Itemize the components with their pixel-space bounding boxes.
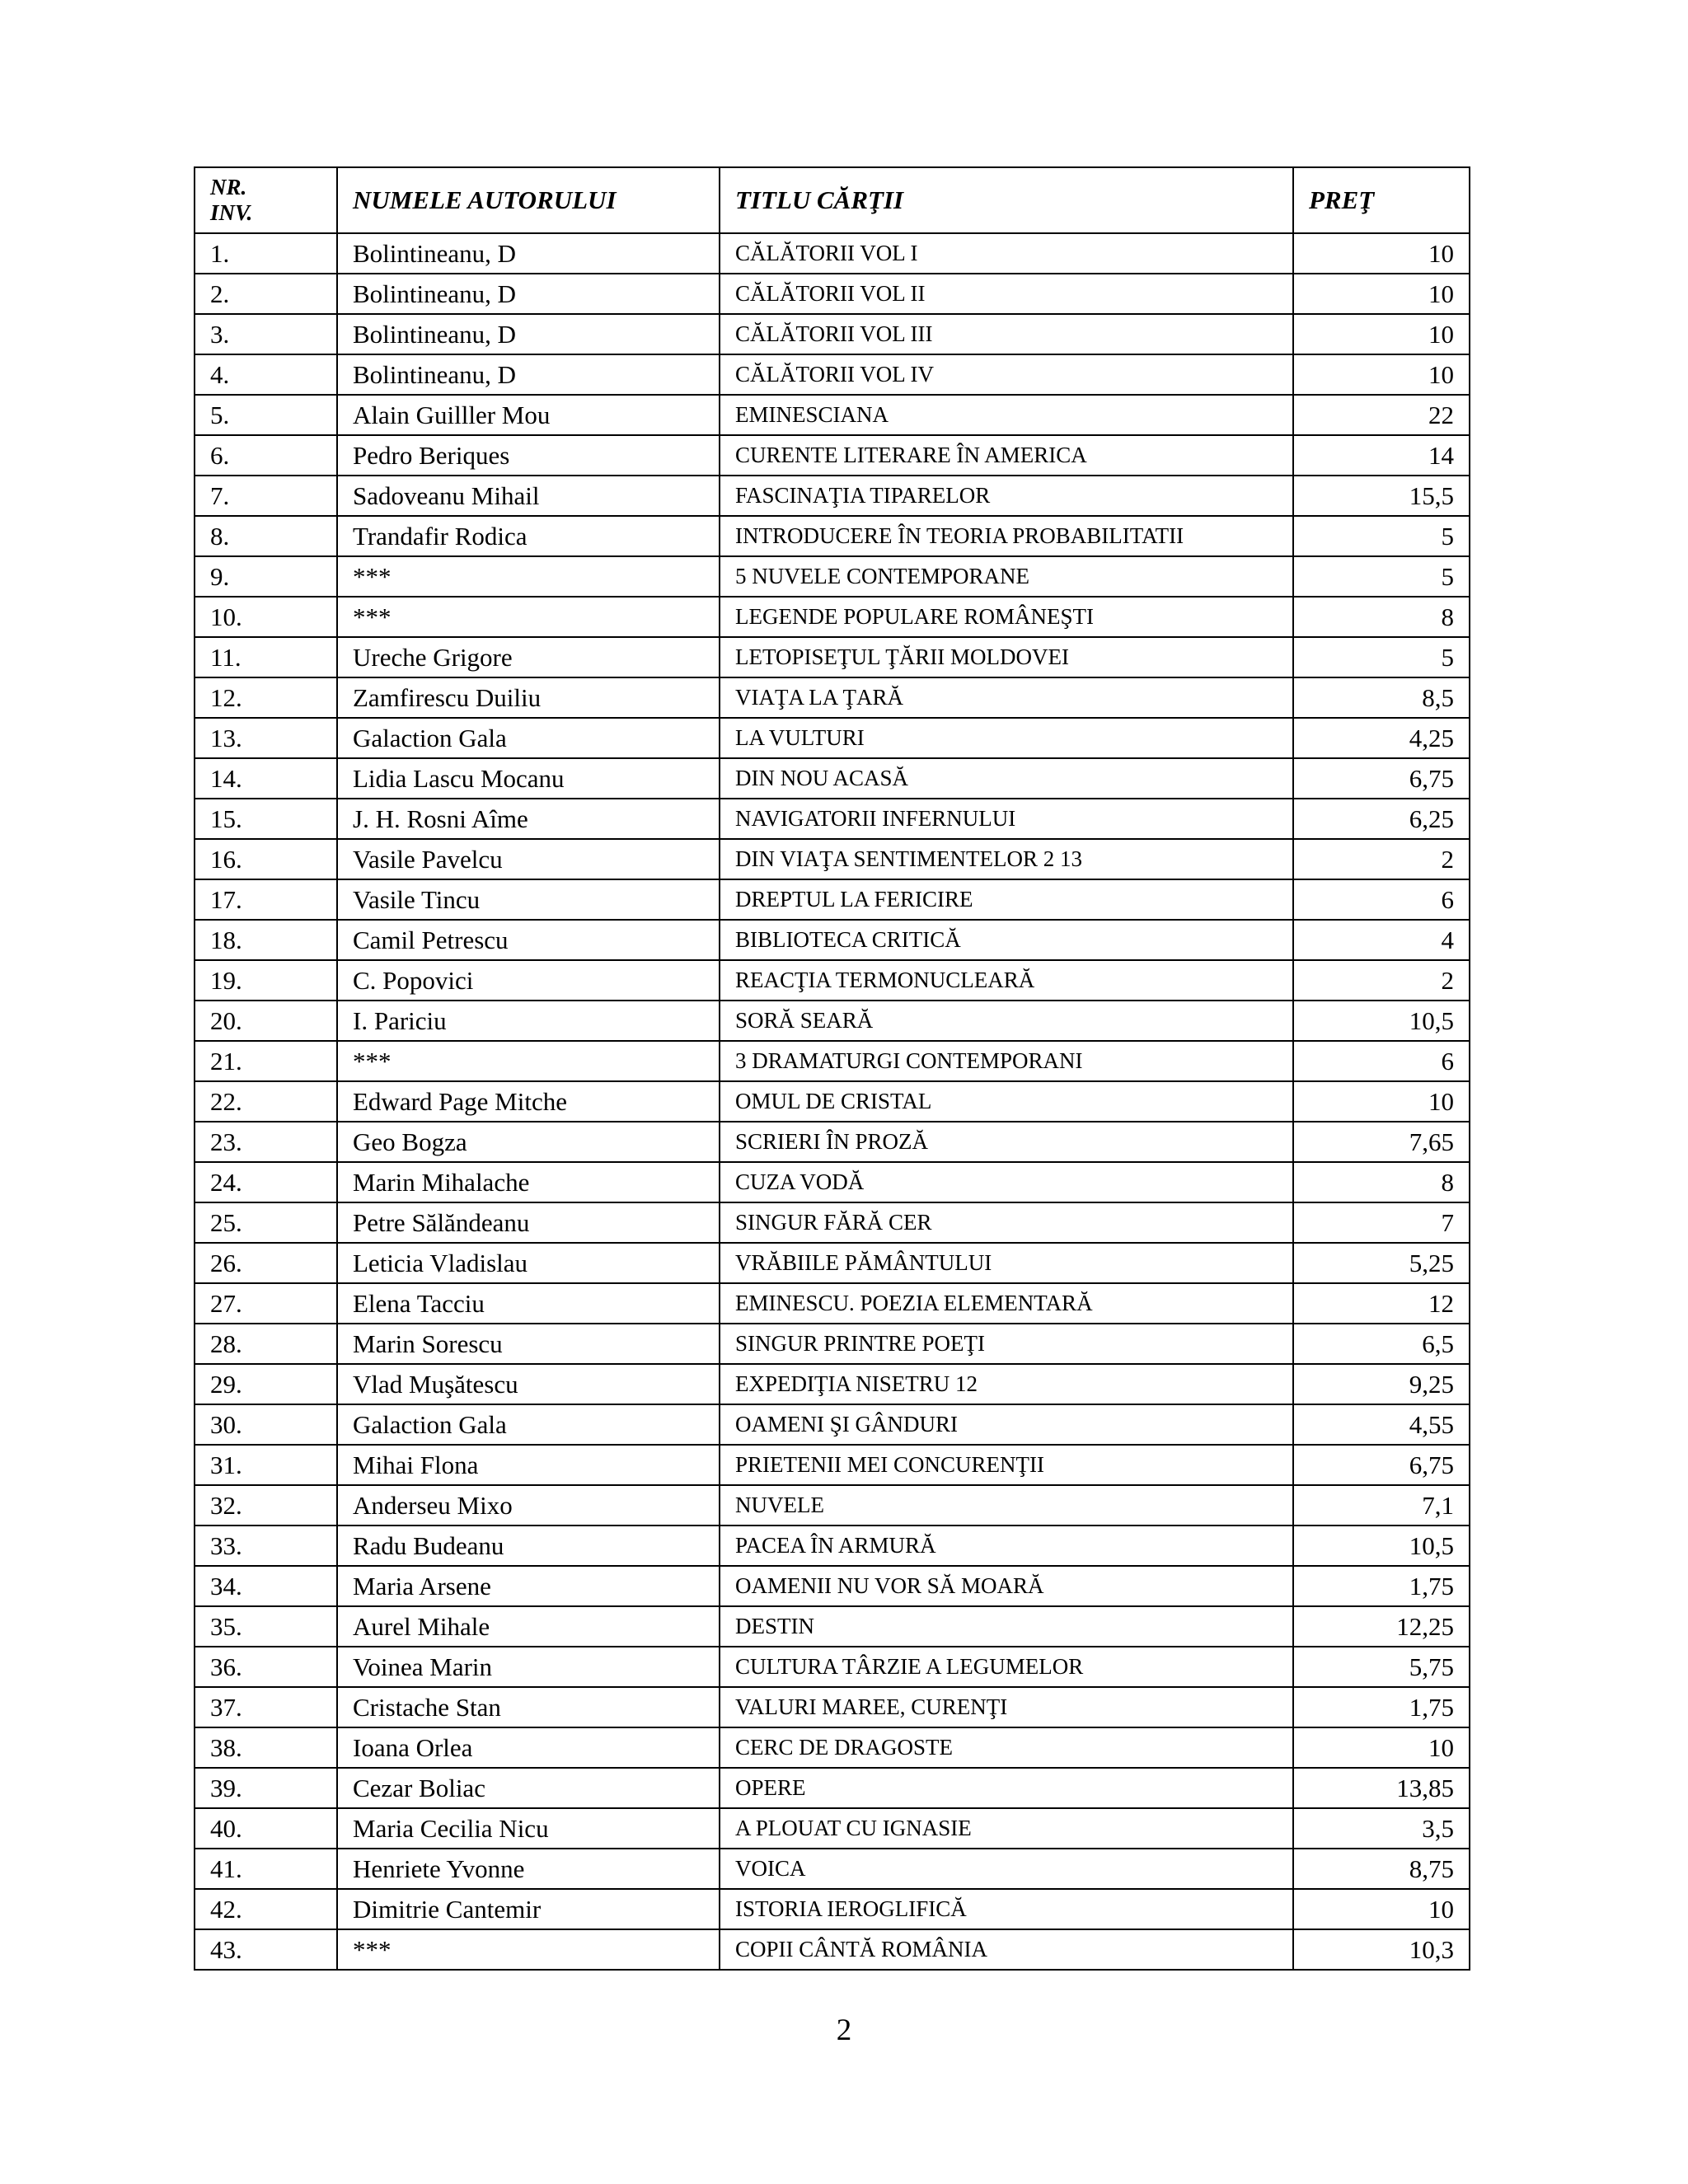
cell-author-name: Marin Sorescu [337, 1324, 720, 1364]
cell-author-name: C. Popovici [337, 960, 720, 1001]
table-row [195, 1929, 1470, 1970]
cell-inventory-number: 23. [195, 1122, 337, 1162]
cell-inventory-number: 5. [195, 395, 337, 435]
table-row [195, 1122, 1470, 1162]
cell-book-title: LETOPISEŢUL ŢĂRII MOLDOVEI [720, 637, 1293, 677]
cell-book-title: VOICA [720, 1849, 1293, 1889]
table-row [195, 1849, 1470, 1889]
cell-inventory-number: 16. [195, 839, 337, 879]
table-header-row [195, 167, 1470, 233]
cell-book-title: CURENTE LITERARE ÎN AMERICA [720, 435, 1293, 476]
cell-inventory-number: 35. [195, 1606, 337, 1647]
cell-inventory-number: 19. [195, 960, 337, 1001]
cell-book-title: SORĂ SEARĂ [720, 1001, 1293, 1041]
cell-author-name: Galaction Gala [337, 1404, 720, 1445]
table-row [195, 879, 1470, 920]
header-book-title: TITLU CĂRŢII [720, 167, 1293, 233]
cell-price: 10 [1293, 314, 1470, 354]
cell-author-name: *** [337, 597, 720, 637]
cell-inventory-number: 37. [195, 1687, 337, 1727]
cell-author-name: *** [337, 556, 720, 597]
cell-book-title: PACEA ÎN ARMURĂ [720, 1526, 1293, 1566]
table-row [195, 516, 1470, 556]
cell-inventory-number: 3. [195, 314, 337, 354]
cell-price: 5,25 [1293, 1243, 1470, 1283]
cell-inventory-number: 21. [195, 1041, 337, 1081]
cell-price: 10 [1293, 1081, 1470, 1122]
cell-author-name: Cezar Boliac [337, 1768, 720, 1808]
cell-book-title: OMUL DE CRISTAL [720, 1081, 1293, 1122]
cell-author-name: Zamfirescu Duiliu [337, 677, 720, 718]
table-row [195, 920, 1470, 960]
cell-inventory-number: 20. [195, 1001, 337, 1041]
table-row [195, 476, 1470, 516]
header-author-name: NUMELE AUTORULUI [337, 167, 720, 233]
cell-inventory-number: 42. [195, 1889, 337, 1929]
cell-author-name: Dimitrie Cantemir [337, 1889, 720, 1929]
cell-author-name: Leticia Vladislau [337, 1243, 720, 1283]
page-number: 2 [836, 2013, 852, 2047]
table-body [195, 233, 1470, 1970]
cell-author-name: I. Pariciu [337, 1001, 720, 1041]
cell-price: 5 [1293, 516, 1470, 556]
table-row [195, 1768, 1470, 1808]
cell-price: 15,5 [1293, 476, 1470, 516]
table-row [195, 435, 1470, 476]
table-row [195, 1889, 1470, 1929]
cell-book-title: EXPEDIŢIA NISETRU 12 [720, 1364, 1293, 1404]
cell-author-name: Geo Bogza [337, 1122, 720, 1162]
cell-book-title: CĂLĂTORII VOL III [720, 314, 1293, 354]
cell-inventory-number: 39. [195, 1768, 337, 1808]
cell-book-title: SCRIERI ÎN PROZĂ [720, 1122, 1293, 1162]
cell-inventory-number: 1. [195, 233, 337, 274]
cell-price: 6 [1293, 1041, 1470, 1081]
cell-book-title: A PLOUAT CU IGNASIE [720, 1808, 1293, 1849]
table-row [195, 395, 1470, 435]
table-row [195, 233, 1470, 274]
cell-book-title: 5 NUVELE CONTEMPORANE [720, 556, 1293, 597]
cell-price: 6,75 [1293, 1445, 1470, 1485]
cell-inventory-number: 36. [195, 1647, 337, 1687]
cell-price: 12,25 [1293, 1606, 1470, 1647]
cell-price: 10,5 [1293, 1526, 1470, 1566]
table-row [195, 1808, 1470, 1849]
cell-inventory-number: 30. [195, 1404, 337, 1445]
cell-book-title: SINGUR PRINTRE POEŢI [720, 1324, 1293, 1364]
table-row [195, 1041, 1470, 1081]
cell-author-name: Trandafir Rodica [337, 516, 720, 556]
cell-book-title: FASCINAŢIA TIPARELOR [720, 476, 1293, 516]
cell-book-title: EMINESCU. POEZIA ELEMENTARĂ [720, 1283, 1293, 1324]
cell-book-title: DIN VIAŢA SENTIMENTELOR 2 13 [720, 839, 1293, 879]
cell-author-name: Sadoveanu Mihail [337, 476, 720, 516]
cell-author-name: Ureche Grigore [337, 637, 720, 677]
table-row [195, 1566, 1470, 1606]
cell-author-name: Edward Page Mitche [337, 1081, 720, 1122]
table-row [195, 1162, 1470, 1202]
table-row [195, 1687, 1470, 1727]
cell-inventory-number: 8. [195, 516, 337, 556]
cell-inventory-number: 31. [195, 1445, 337, 1485]
table-row [195, 1647, 1470, 1687]
cell-price: 6,25 [1293, 799, 1470, 839]
cell-book-title: COPII CÂNTĂ ROMÂNIA [720, 1929, 1293, 1970]
cell-price: 6 [1293, 879, 1470, 920]
cell-author-name: Pedro Beriques [337, 435, 720, 476]
cell-book-title: PRIETENII MEI CONCURENŢII [720, 1445, 1293, 1485]
cell-book-title: CĂLĂTORII VOL II [720, 274, 1293, 314]
cell-author-name: Mihai Flona [337, 1445, 720, 1485]
table-row [195, 1485, 1470, 1526]
cell-inventory-number: 22. [195, 1081, 337, 1122]
cell-book-title: VALURI MAREE, CURENŢI [720, 1687, 1293, 1727]
cell-inventory-number: 25. [195, 1202, 337, 1243]
table-row [195, 677, 1470, 718]
table-row [195, 1445, 1470, 1485]
cell-price: 10,5 [1293, 1001, 1470, 1041]
cell-author-name: Radu Budeanu [337, 1526, 720, 1566]
cell-book-title: DIN NOU ACASĂ [720, 758, 1293, 799]
cell-author-name: Elena Tacciu [337, 1283, 720, 1324]
cell-inventory-number: 15. [195, 799, 337, 839]
cell-book-title: CULTURA TÂRZIE A LEGUMELOR [720, 1647, 1293, 1687]
cell-price: 14 [1293, 435, 1470, 476]
cell-price: 8 [1293, 597, 1470, 637]
cell-price: 4 [1293, 920, 1470, 960]
table-row [195, 1202, 1470, 1243]
cell-price: 10 [1293, 354, 1470, 395]
cell-inventory-number: 32. [195, 1485, 337, 1526]
cell-inventory-number: 27. [195, 1283, 337, 1324]
table-row [195, 556, 1470, 597]
cell-inventory-number: 24. [195, 1162, 337, 1202]
table-row [195, 1526, 1470, 1566]
cell-price: 5 [1293, 637, 1470, 677]
table-row [195, 354, 1470, 395]
cell-book-title: ISTORIA IEROGLIFICĂ [720, 1889, 1293, 1929]
cell-book-title: CUZA VODĂ [720, 1162, 1293, 1202]
cell-inventory-number: 34. [195, 1566, 337, 1606]
table-row [195, 1606, 1470, 1647]
table-row [195, 637, 1470, 677]
cell-inventory-number: 4. [195, 354, 337, 395]
cell-inventory-number: 29. [195, 1364, 337, 1404]
cell-book-title: CĂLĂTORII VOL IV [720, 354, 1293, 395]
table-row [195, 274, 1470, 314]
cell-author-name: Henriete Yvonne [337, 1849, 720, 1889]
cell-inventory-number: 28. [195, 1324, 337, 1364]
header-nr-line1: NR. [210, 175, 247, 199]
table-row [195, 1404, 1470, 1445]
cell-author-name: Vlad Muşătescu [337, 1364, 720, 1404]
cell-inventory-number: 43. [195, 1929, 337, 1970]
cell-book-title: EMINESCIANA [720, 395, 1293, 435]
cell-price: 1,75 [1293, 1566, 1470, 1606]
table-row [195, 1324, 1470, 1364]
cell-book-title: NAVIGATORII INFERNULUI [720, 799, 1293, 839]
cell-book-title: CĂLĂTORII VOL I [720, 233, 1293, 274]
table-row [195, 1243, 1470, 1283]
cell-author-name: Anderseu Mixo [337, 1485, 720, 1526]
cell-author-name: Galaction Gala [337, 718, 720, 758]
table-row [195, 1283, 1470, 1324]
cell-book-title: BIBLIOTECA CRITICĂ [720, 920, 1293, 960]
cell-book-title: LA VULTURI [720, 718, 1293, 758]
cell-price: 2 [1293, 839, 1470, 879]
cell-inventory-number: 17. [195, 879, 337, 920]
cell-author-name: Vasile Pavelcu [337, 839, 720, 879]
cell-inventory-number: 33. [195, 1526, 337, 1566]
cell-inventory-number: 14. [195, 758, 337, 799]
cell-book-title: DESTIN [720, 1606, 1293, 1647]
cell-author-name: Cristache Stan [337, 1687, 720, 1727]
cell-author-name: *** [337, 1929, 720, 1970]
table-row [195, 1081, 1470, 1122]
cell-inventory-number: 38. [195, 1727, 337, 1768]
cell-author-name: Bolintineanu, D [337, 314, 720, 354]
cell-book-title: SINGUR FĂRĂ CER [720, 1202, 1293, 1243]
cell-author-name: Camil Petrescu [337, 920, 720, 960]
cell-book-title: LEGENDE POPULARE ROMÂNEŞTI [720, 597, 1293, 637]
cell-price: 5,75 [1293, 1647, 1470, 1687]
cell-book-title: VIAŢA LA ŢARĂ [720, 677, 1293, 718]
header-nr-line2: INV. [210, 200, 253, 225]
cell-price: 6,75 [1293, 758, 1470, 799]
cell-inventory-number: 26. [195, 1243, 337, 1283]
cell-book-title: INTRODUCERE ÎN TEORIA PROBABILITATII [720, 516, 1293, 556]
cell-price: 4,55 [1293, 1404, 1470, 1445]
table-row [195, 597, 1470, 637]
cell-inventory-number: 12. [195, 677, 337, 718]
cell-price: 6,5 [1293, 1324, 1470, 1364]
cell-book-title: OPERE [720, 1768, 1293, 1808]
cell-author-name: Maria Arsene [337, 1566, 720, 1606]
cell-price: 8,75 [1293, 1849, 1470, 1889]
cell-author-name: Bolintineanu, D [337, 233, 720, 274]
cell-inventory-number: 41. [195, 1849, 337, 1889]
cell-price: 12 [1293, 1283, 1470, 1324]
table-row [195, 1364, 1470, 1404]
cell-inventory-number: 7. [195, 476, 337, 516]
cell-author-name: Aurel Mihale [337, 1606, 720, 1647]
cell-price: 22 [1293, 395, 1470, 435]
cell-author-name: Maria Cecilia Nicu [337, 1808, 720, 1849]
cell-inventory-number: 6. [195, 435, 337, 476]
header-inventory-number [195, 167, 337, 233]
cell-book-title: VRĂBIILE PĂMÂNTULUI [720, 1243, 1293, 1283]
table-row [195, 839, 1470, 879]
cell-inventory-number: 9. [195, 556, 337, 597]
book-inventory-table [194, 166, 1470, 1971]
cell-price: 4,25 [1293, 718, 1470, 758]
cell-inventory-number: 2. [195, 274, 337, 314]
cell-book-title: OAMENII NU VOR SĂ MOARĂ [720, 1566, 1293, 1606]
cell-inventory-number: 13. [195, 718, 337, 758]
table-row [195, 718, 1470, 758]
cell-inventory-number: 40. [195, 1808, 337, 1849]
cell-price: 10 [1293, 1727, 1470, 1768]
cell-price: 7 [1293, 1202, 1470, 1243]
table-row [195, 960, 1470, 1001]
cell-book-title: CERC DE DRAGOSTE [720, 1727, 1293, 1768]
cell-author-name: *** [337, 1041, 720, 1081]
cell-author-name: Ioana Orlea [337, 1727, 720, 1768]
cell-inventory-number: 10. [195, 597, 337, 637]
cell-author-name: Alain Guilller Mou [337, 395, 720, 435]
cell-price: 10,3 [1293, 1929, 1470, 1970]
cell-author-name: Marin Mihalache [337, 1162, 720, 1202]
cell-price: 8,5 [1293, 677, 1470, 718]
table-row [195, 799, 1470, 839]
cell-price: 10 [1293, 233, 1470, 274]
cell-price: 1,75 [1293, 1687, 1470, 1727]
cell-price: 3,5 [1293, 1808, 1470, 1849]
cell-author-name: Bolintineanu, D [337, 274, 720, 314]
cell-author-name: Voinea Marin [337, 1647, 720, 1687]
cell-author-name: Vasile Tincu [337, 879, 720, 920]
table-row [195, 1727, 1470, 1768]
cell-book-title: 3 DRAMATURGI CONTEMPORANI [720, 1041, 1293, 1081]
cell-price: 7,65 [1293, 1122, 1470, 1162]
table-row [195, 314, 1470, 354]
header-price: PREŢ [1293, 167, 1470, 233]
cell-book-title: DREPTUL LA FERICIRE [720, 879, 1293, 920]
cell-price: 5 [1293, 556, 1470, 597]
cell-inventory-number: 18. [195, 920, 337, 960]
cell-book-title: NUVELE [720, 1485, 1293, 1526]
cell-price: 10 [1293, 274, 1470, 314]
cell-price: 13,85 [1293, 1768, 1470, 1808]
cell-author-name: J. H. Rosni Aîme [337, 799, 720, 839]
cell-price: 10 [1293, 1889, 1470, 1929]
table-row [195, 1001, 1470, 1041]
cell-author-name: Lidia Lascu Mocanu [337, 758, 720, 799]
cell-inventory-number: 11. [195, 637, 337, 677]
cell-price: 7,1 [1293, 1485, 1470, 1526]
cell-price: 2 [1293, 960, 1470, 1001]
cell-author-name: Bolintineanu, D [337, 354, 720, 395]
cell-price: 9,25 [1293, 1364, 1470, 1404]
table-row [195, 758, 1470, 799]
cell-price: 8 [1293, 1162, 1470, 1202]
cell-author-name: Petre Sălăndeanu [337, 1202, 720, 1243]
cell-book-title: REACŢIA TERMONUCLEARĂ [720, 960, 1293, 1001]
cell-book-title: OAMENI ŞI GÂNDURI [720, 1404, 1293, 1445]
